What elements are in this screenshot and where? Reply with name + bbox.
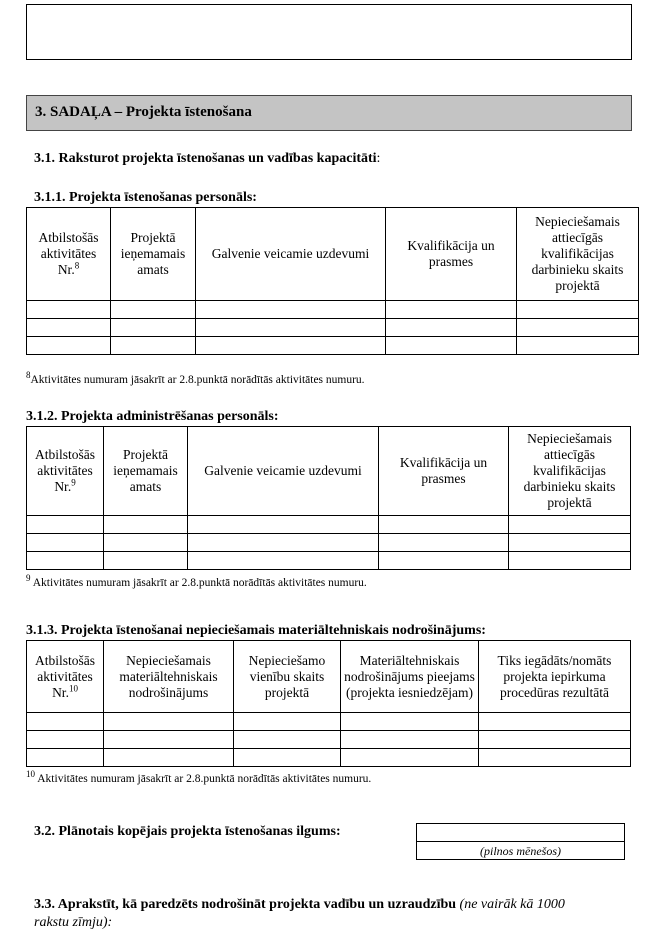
section-header	[26, 95, 632, 131]
col-header-position: Projektā ieņemamais amats	[111, 208, 196, 301]
footnote-9: $^9$ Aktivitātes numuram jāsakrīt ar 2.8.punktā norādītās aktivitātes numuru.	[26, 573, 367, 589]
col-header-procurement: Tiks iegādāts/nomāts projekta iepirkuma procedūras rezultātā	[479, 641, 631, 713]
table-row	[27, 319, 639, 337]
material-table	[26, 640, 631, 767]
col-header-material: Nepieciešamais materiāltehniskais nodrošinājums	[104, 641, 234, 713]
footnote-10: $^{10}$ Aktivitātes numuram jāsakrīt ar 2.8.punktā norādītās aktivitātes numuru.	[26, 769, 372, 785]
section-title: 3. SADAĻA – Projekta īstenošana	[35, 104, 252, 120]
table-row	[27, 534, 631, 552]
table-row	[27, 337, 639, 355]
staff-table	[26, 207, 639, 355]
footnote-8: $^8$Aktivitātes numuram jāsakrīt ar 2.8.punktā norādītās aktivitātes numuru.	[26, 370, 365, 386]
table-row	[27, 301, 639, 319]
col-header-position: Projektā ieņemamais amats	[104, 427, 188, 516]
col-header-tasks: Galvenie veicamie uzdevumi	[188, 427, 379, 516]
col-header-qualification: Kvalifikācija un prasmes	[379, 427, 509, 516]
top-text-box[interactable]	[26, 4, 632, 60]
table-header-row	[27, 208, 639, 301]
duration-unit-caption: (pilnos mēnešos)	[480, 844, 561, 858]
col-header-qualification: Kvalifikācija un prasmes	[386, 208, 517, 301]
q31-heading: 3.1. Raksturot projekta īstenošanas un vadības kapacitāti:	[34, 151, 381, 166]
q32-heading: 3.2. Plānotais kopējais projekta īstenošanas ilgums:	[34, 824, 341, 839]
table-row	[27, 552, 631, 570]
col-header-tasks: Galvenie veicamie uzdevumi	[196, 208, 386, 301]
q312-heading: 3.1.2. Projekta administrēšanas personāls:	[26, 409, 279, 424]
col-header-activity: Atbilstošās aktivitātes Nr.$^{10}$	[27, 641, 104, 713]
admin-staff-table	[26, 426, 631, 570]
col-header-available: Materiāltehniskais nodrošinājums pieejams (projekta iesniedzējam)	[341, 641, 479, 713]
duration-field[interactable]	[416, 823, 625, 860]
q311-heading: 3.1.1. Projekta īstenošanas personāls:	[34, 190, 257, 205]
table-row	[27, 749, 631, 767]
table-row	[27, 516, 631, 534]
col-header-units: Nepieciešamo vienību skaits projektā	[234, 641, 341, 713]
q313-heading: 3.1.3. Projekta īstenošanai nepieciešamais materiāltehniskais nodrošinājums:	[26, 623, 486, 638]
table-header-row	[27, 427, 631, 516]
table-header-row	[27, 641, 631, 713]
col-header-staff-count: Nepieciešamais attiecīgās kvalifikācijas darbinieku skaits projektā	[509, 427, 631, 516]
col-header-activity: Atbilstošās aktivitātes Nr.$^8$	[27, 208, 111, 301]
col-header-staff-count: Nepieciešamais attiecīgās kvalifikācijas darbinieku skaits projektā	[517, 208, 639, 301]
col-header-activity: Atbilstošās aktivitātes Nr.$^9$	[27, 427, 104, 516]
table-row	[27, 731, 631, 749]
table-row	[27, 713, 631, 731]
q33-heading: 3.3. Aprakstīt, kā paredzēts nodrošināt projekta vadību un uzraudzību (ne vairāk kā 1000 rakstu zīmju):	[34, 897, 565, 930]
